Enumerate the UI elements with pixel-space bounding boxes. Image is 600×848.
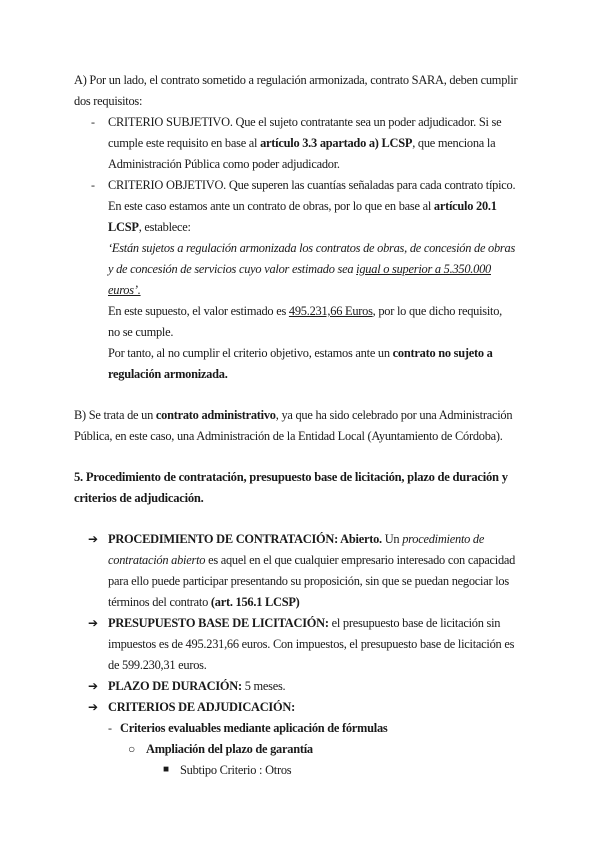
plazo-line: PLAZO DE DURACIÓN: 5 meses.	[108, 679, 286, 693]
section-5-heading-line-1: 5. Procedimiento de contratación, presupuesto base de licitación, plazo de duración y	[74, 470, 508, 484]
criterios-sub-2: Ampliación del plazo de garantía	[146, 742, 313, 756]
dash-bullet-criterios: -	[108, 721, 112, 735]
arrow-bullet-icon: ➔	[88, 616, 99, 630]
subjetivo-line-3: Administración Pública como poder adjudicador.	[108, 157, 340, 171]
valor-line-2: no se cumple.	[108, 325, 174, 339]
arrow-bullet-icon: ➔	[88, 679, 99, 693]
valor-line-1: En este supuesto, el valor estimado es 495.231,66 Euros, por lo que dicho requisito,	[108, 304, 503, 318]
procedimiento-line-2: contratación abierto es aquel en el que cualquier empresario interesado con capacidad	[108, 553, 516, 567]
square-bullet-icon: ■	[163, 764, 170, 775]
objetivo-line-1: CRITERIO OBJETIVO. Que superen las cuantías señaladas para cada contrato típico.	[108, 178, 516, 192]
criterios-sub-3: Subtipo Criterio : Otros	[180, 763, 292, 777]
conclusion-line-2: regulación armonizada.	[108, 367, 228, 381]
quote-line-1: ‘Están sujetos a regulación armonizada los contratos de obras, de concesión de obras	[108, 241, 516, 255]
presupuesto-line-2: impuestos es de 495.231,66 euros. Con impuestos, el presupuesto base de licitación es	[108, 637, 515, 651]
procedimiento-line-1: PROCEDIMIENTO DE CONTRATACIÓN: Abierto. Un procedimiento de	[108, 532, 485, 546]
subjetivo-line-1: CRITERIO SUBJETIVO. Que el sujeto contratante sea un poder adjudicador. Si se	[108, 115, 502, 129]
presupuesto-line-1: PRESUPUESTO BASE DE LICITACIÓN: el presupuesto base de licitación sin	[108, 616, 501, 630]
arrow-bullet-icon: ➔	[88, 532, 99, 546]
criterios-sub-1: Criterios evaluables mediante aplicación de fórmulas	[120, 721, 388, 735]
arrow-bullet-icon: ➔	[88, 700, 99, 714]
conclusion-line-1: Por tanto, al no cumplir el criterio objetivo, estamos ante un contrato no sujeto a	[108, 346, 493, 360]
dash-bullet-objetivo: -	[91, 178, 95, 192]
section-a-line-2: dos requisitos:	[74, 94, 143, 108]
section-b-line-1: B) Se trata de un contrato administrativo, ya que ha sido celebrado por una Administración	[74, 408, 513, 422]
criterios-heading: CRITERIOS DE ADJUDICACIÓN:	[108, 700, 295, 714]
section-b-line-2: Pública, en este caso, una Administración de la Entidad Local (Ayuntamiento de Córdoba).	[74, 429, 503, 443]
circle-bullet-icon: ○	[128, 742, 136, 756]
objetivo-line-3: LCSP, establece:	[108, 220, 191, 234]
procedimiento-line-4: términos del contrato (art. 156.1 LCSP)	[108, 595, 300, 609]
procedimiento-line-3: para ello puede participar presentando su proposición, sin que se puedan negociar los	[108, 574, 509, 588]
objetivo-line-2: En este caso estamos ante un contrato de obras, por lo que en base al artículo 20.1	[108, 199, 497, 213]
subjetivo-line-2: cumple este requisito en base al artículo 3.3 apartado a) LCSP, que menciona la	[108, 136, 496, 150]
section-5-heading-line-2: criterios de adjudicación.	[74, 491, 204, 505]
quote-line-3: euros’.	[108, 283, 141, 297]
quote-line-2: y de concesión de servicios cuyo valor estimado sea igual o superior a 5.350.000	[108, 262, 491, 276]
section-a-line-1: A) Por un lado, el contrato sometido a regulación armonizada, contrato SARA, deben cumplir	[74, 73, 518, 87]
presupuesto-line-3: de 599.230,31 euros.	[108, 658, 207, 672]
dash-bullet-subjetivo: -	[91, 115, 95, 129]
